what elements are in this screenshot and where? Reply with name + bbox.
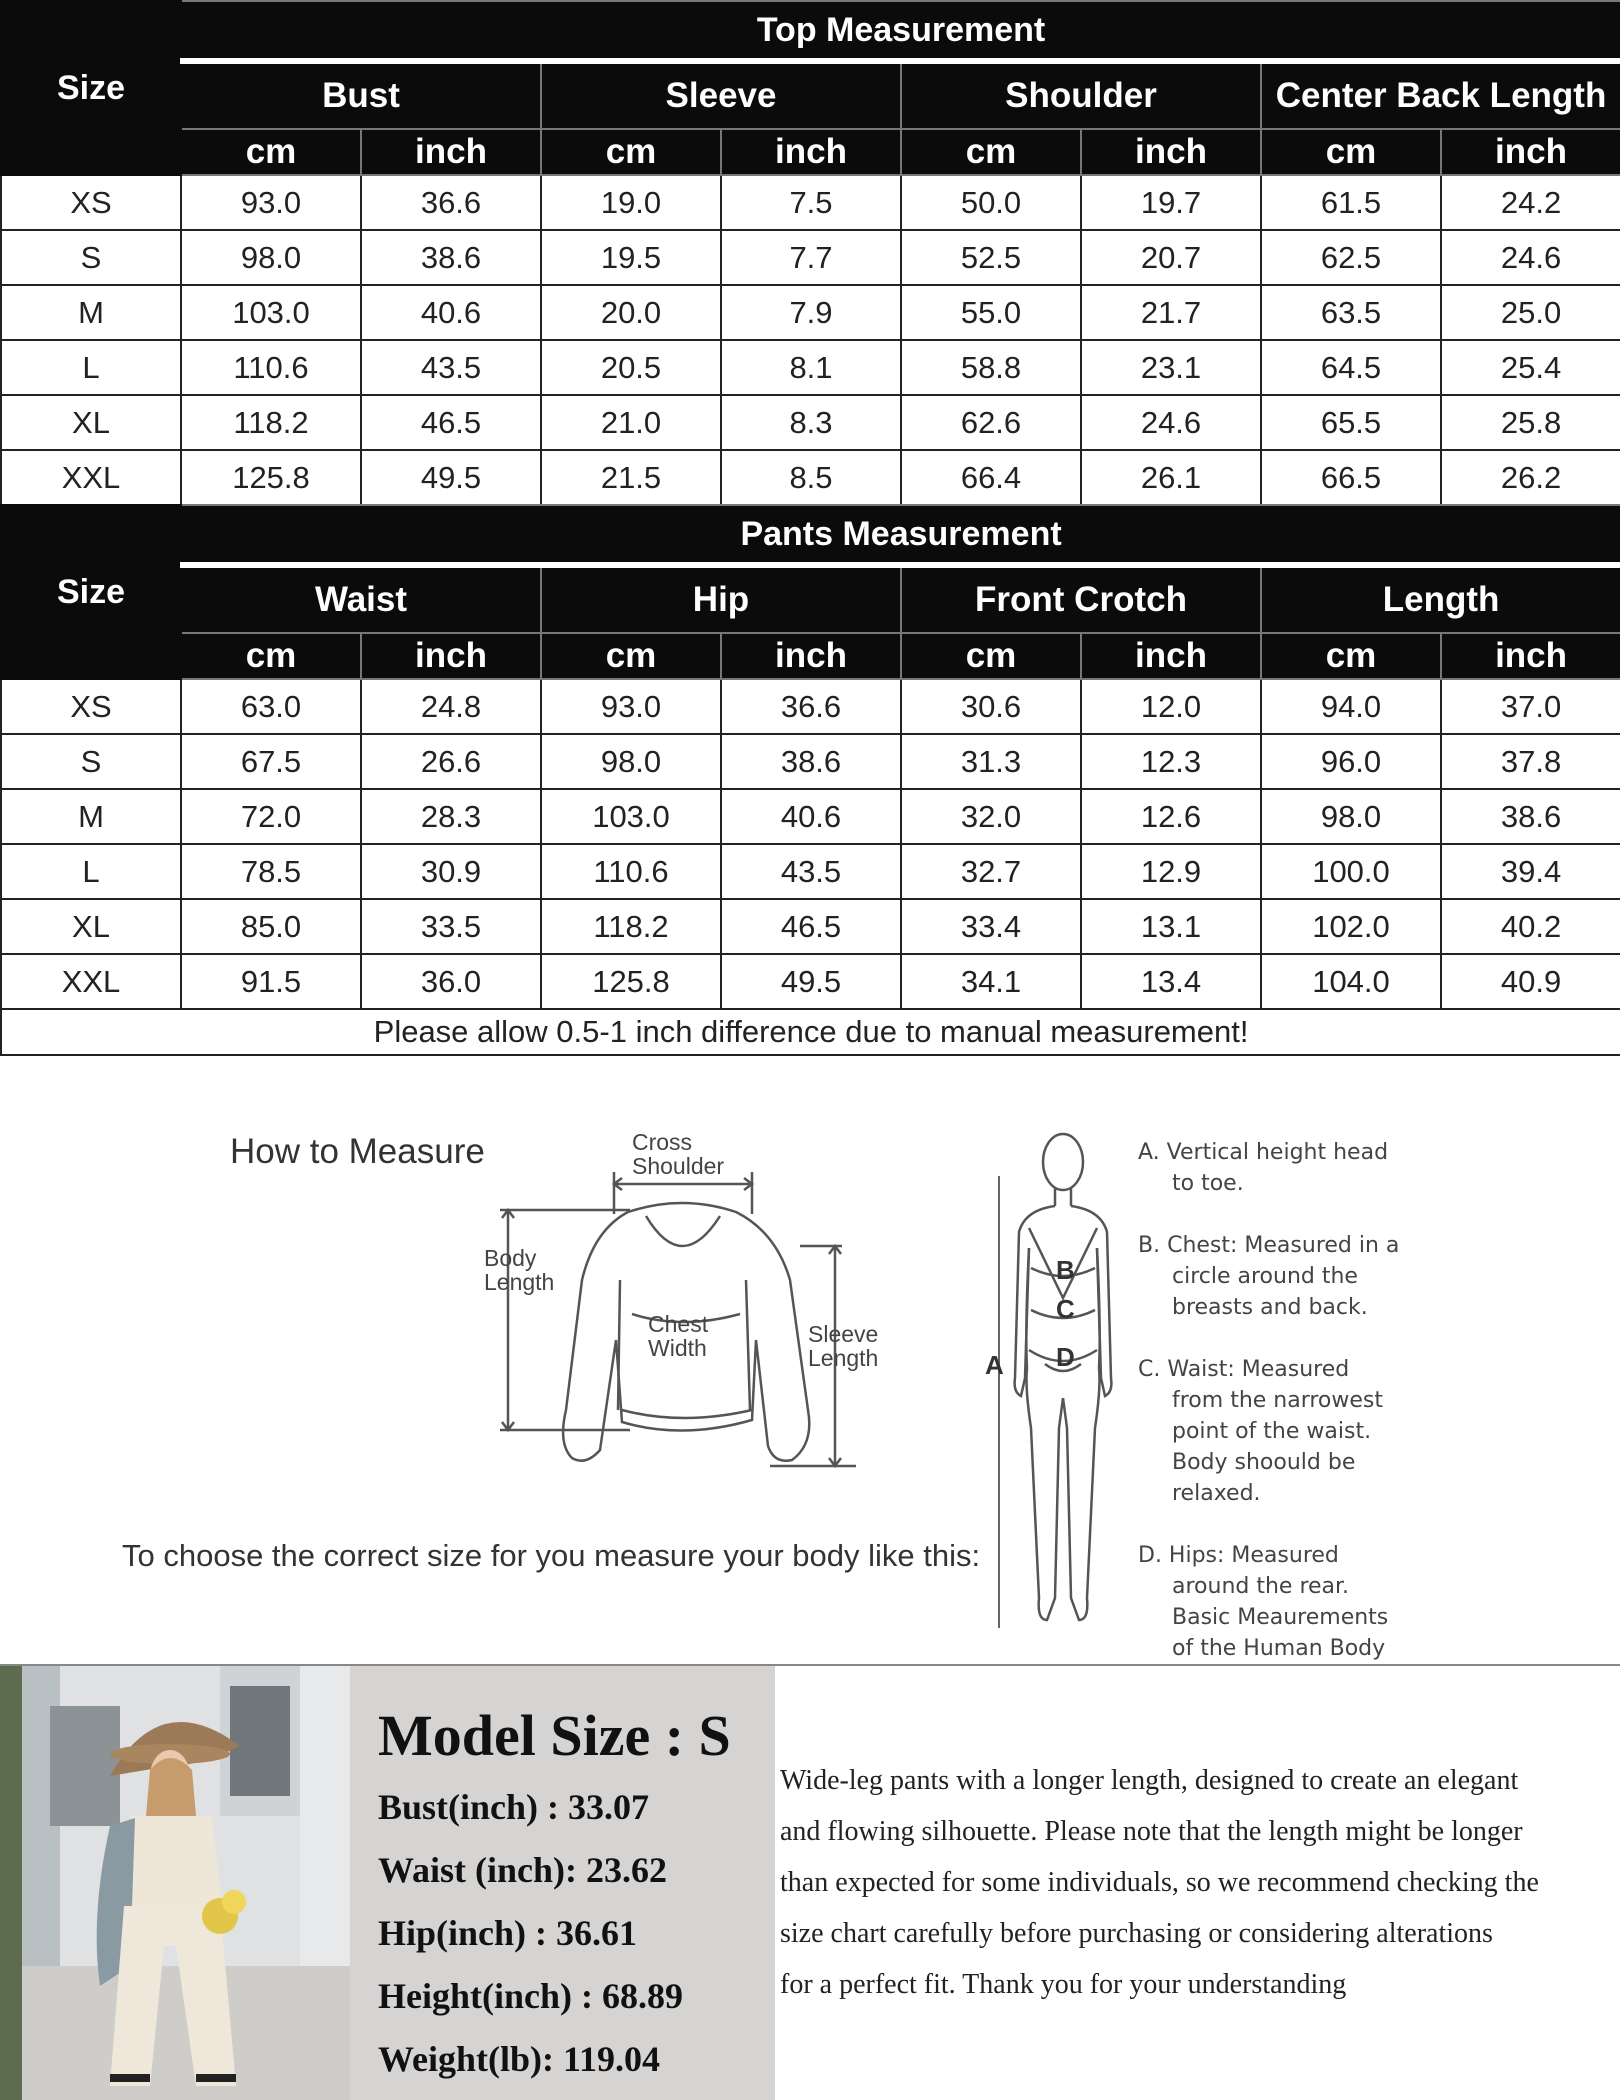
measurement-cell: 43.5 [361,340,541,395]
letter-b: B [1056,1255,1075,1285]
size-cell: S [1,230,181,285]
model-photo [0,1666,350,2100]
size-cell: XS [1,175,181,230]
measurement-cell: 38.6 [361,230,541,285]
measurement-cell: 103.0 [181,285,361,340]
measurement-cell: 20.7 [1081,230,1261,285]
measurement-cell: 63.5 [1261,285,1441,340]
model-size-title: Model Size : S [378,1703,731,1768]
measurement-cell: 43.5 [721,844,901,899]
model-weight: Weight(lb): 119.04 [378,2039,661,2079]
measurement-cell: 58.8 [901,340,1081,395]
measurement-cell: 110.6 [181,340,361,395]
model-bust: Bust(inch) : 33.07 [378,1787,650,1827]
unit-header-cm: cm [181,633,361,679]
measurement-cell: 24.8 [361,679,541,734]
column-group-header: Front Crotch [901,565,1261,633]
measurement-cell: 26.1 [1081,450,1261,505]
unit-header-cm: cm [541,633,721,679]
table-row [1,175,1620,230]
measurement-cell: 40.2 [1441,899,1620,954]
measurement-cell: 37.0 [1441,679,1620,734]
unit-header-inch: inch [1081,129,1261,175]
model-height: Height(inch) : 68.89 [378,1976,683,2016]
measurement-cell: 55.0 [901,285,1081,340]
table-row [1,899,1620,954]
measurement-cell: 28.3 [361,789,541,844]
measurement-cell: 7.5 [721,175,901,230]
table-row [1,734,1620,789]
measurement-cell: 49.5 [361,450,541,505]
measurement-cell: 100.0 [1261,844,1441,899]
size-cell: L [1,340,181,395]
measurement-cell: 63.0 [181,679,361,734]
column-group-header: Shoulder [901,61,1261,129]
product-description: Wide-leg pants with a longer length, designed to create an elegant and flowing silhouette. Please note that the length might be longer than expected for some individuals, so we recommend checking the size chart carefully before purchasing or considering alterations for a perfect fit. Thank you for your understanding [780,1765,1539,2000]
measurement-cell: 8.3 [721,395,901,450]
measurement-cell: 125.8 [541,954,721,1009]
measurement-cell: 98.0 [541,734,721,789]
column-group-header: Length [1261,565,1620,633]
sleeve-length-label: Sleeve Length [808,1321,879,1371]
unit-header-cm: cm [1261,129,1441,175]
measurement-cell: 91.5 [181,954,361,1009]
measurement-cell: 50.0 [901,175,1081,230]
measurement-cell: 64.5 [1261,340,1441,395]
measurement-cell: 96.0 [1261,734,1441,789]
measurement-cell: 24.6 [1441,230,1620,285]
table-row [1,340,1620,395]
step-c: C. Waist: Measured from the narrowest point of the waist. Body shoould be relaxed. [1138,1357,1384,1506]
body-figure-diagram [985,1128,1135,1638]
measurement-cell: 24.2 [1441,175,1620,230]
size-cell: XXL [1,450,181,505]
table-row [1,844,1620,899]
size-header: Size [1,1,181,175]
unit-header-inch: inch [721,633,901,679]
unit-header-cm: cm [541,129,721,175]
measurement-cell: 12.9 [1081,844,1261,899]
measurement-cell: 46.5 [361,395,541,450]
measurement-note: Please allow 0.5-1 inch difference due to manual measurement! [1,1009,1620,1055]
pants-measurement-table [0,504,1620,1056]
size-cell: M [1,789,181,844]
model-waist: Waist (inch): 23.62 [378,1850,668,1890]
measurement-cell: 61.5 [1261,175,1441,230]
measurement-cell: 66.5 [1261,450,1441,505]
table-row [1,230,1620,285]
measurement-cell: 52.5 [901,230,1081,285]
measurement-cell: 62.5 [1261,230,1441,285]
size-cell: XS [1,679,181,734]
top-table-body [1,175,1620,505]
measurement-cell: 67.5 [181,734,361,789]
measurement-cell: 93.0 [541,679,721,734]
table-row [1,395,1620,450]
measurement-cell: 103.0 [541,789,721,844]
size-cell: S [1,734,181,789]
measurement-cell: 13.1 [1081,899,1261,954]
size-cell: XXL [1,954,181,1009]
measurement-cell: 12.6 [1081,789,1261,844]
unit-header-inch: inch [721,129,901,175]
measurement-cell: 23.1 [1081,340,1261,395]
column-group-header: Waist [181,565,541,633]
measurement-cell: 33.4 [901,899,1081,954]
step-d: D. Hips: Measured around the rear. Basic Meaurements of the Human Body [1138,1543,1389,1661]
unit-header-cm: cm [901,129,1081,175]
size-cell: XL [1,899,181,954]
column-group-header: Bust [181,61,541,129]
table-row [1,954,1620,1009]
measurement-cell: 30.6 [901,679,1081,734]
measurement-cell: 19.7 [1081,175,1261,230]
measurement-cell: 38.6 [1441,789,1620,844]
column-group-header: Center Back Length [1261,61,1620,129]
cross-shoulder-label: Cross Shoulder [632,1129,725,1179]
measurement-cell: 32.0 [901,789,1081,844]
measurement-cell: 102.0 [1261,899,1441,954]
measurement-cell: 20.5 [541,340,721,395]
measurement-cell: 25.8 [1441,395,1620,450]
table-row [1,789,1620,844]
measurement-cell: 12.0 [1081,679,1261,734]
measurement-cell: 19.5 [541,230,721,285]
measurement-cell: 49.5 [721,954,901,1009]
measurement-cell: 32.7 [901,844,1081,899]
model-hip: Hip(inch) : 36.61 [378,1913,638,1953]
table-title: Pants Measurement [181,505,1620,565]
measurement-cell: 12.3 [1081,734,1261,789]
measurement-cell: 110.6 [541,844,721,899]
table-row [1,450,1620,505]
measurement-cell: 7.9 [721,285,901,340]
column-group-header: Hip [541,565,901,633]
measurement-cell: 26.6 [361,734,541,789]
unit-header-inch: inch [1441,129,1620,175]
measurement-cell: 94.0 [1261,679,1441,734]
measurement-cell: 38.6 [721,734,901,789]
measurement-cell: 26.2 [1441,450,1620,505]
measurement-cell: 72.0 [181,789,361,844]
measurement-cell: 24.6 [1081,395,1261,450]
size-cell: L [1,844,181,899]
table-row [1,285,1620,340]
measurement-cell: 98.0 [181,230,361,285]
column-group-header: Sleeve [541,61,901,129]
measurement-cell: 85.0 [181,899,361,954]
measurement-cell: 21.5 [541,450,721,505]
measurement-cell: 39.4 [1441,844,1620,899]
measurement-cell: 93.0 [181,175,361,230]
measurement-cell: 8.1 [721,340,901,395]
table-title: Top Measurement [181,1,1620,61]
measurement-cell: 37.8 [1441,734,1620,789]
measurement-steps [1138,1137,1458,1695]
measurement-cell: 7.7 [721,230,901,285]
table-row [1,679,1620,734]
measurement-cell: 21.7 [1081,285,1261,340]
unit-header-inch: inch [1441,633,1620,679]
letter-d: D [1056,1342,1075,1372]
unit-header-inch: inch [1081,633,1261,679]
step-a: A. Vertical height head to toe. [1138,1140,1389,1196]
measurement-cell: 36.0 [361,954,541,1009]
measurement-cell: 31.3 [901,734,1081,789]
unit-header-inch: inch [361,129,541,175]
measurement-cell: 8.5 [721,450,901,505]
measurement-cell: 34.1 [901,954,1081,1009]
measurement-cell: 36.6 [361,175,541,230]
measurement-cell: 65.5 [1261,395,1441,450]
letter-a: A [985,1350,1004,1380]
measurement-cell: 33.5 [361,899,541,954]
measurement-cell: 20.0 [541,285,721,340]
letter-c: C [1056,1294,1075,1324]
unit-header-cm: cm [1261,633,1441,679]
measurement-cell: 104.0 [1261,954,1441,1009]
measure-instruction: To choose the correct size for you measure your body like this: [122,1538,981,1573]
unit-header-inch: inch [361,633,541,679]
measurement-cell: 62.6 [901,395,1081,450]
measurement-cell: 36.6 [721,679,901,734]
measurement-cell: 118.2 [181,395,361,450]
body-length-label: Body Length [484,1245,555,1295]
size-cell: M [1,285,181,340]
measurement-cell: 40.6 [721,789,901,844]
size-header: Size [1,505,181,679]
measurement-cell: 13.4 [1081,954,1261,1009]
measurement-cell: 25.4 [1441,340,1620,395]
how-to-measure-title: How to Measure [230,1132,485,1171]
measurement-cell: 125.8 [181,450,361,505]
measurement-cell: 78.5 [181,844,361,899]
measurement-cell: 66.4 [901,450,1081,505]
chest-width-label: Chest Width [648,1311,709,1361]
unit-header-cm: cm [181,129,361,175]
pants-table-body [1,679,1620,1009]
measurement-cell: 21.0 [541,395,721,450]
measurement-cell: 40.6 [361,285,541,340]
top-measurement-table [0,0,1620,506]
step-b: B. Chest: Measured in a circle around the breasts and back. [1138,1233,1400,1320]
measurement-cell: 25.0 [1441,285,1620,340]
model-size-panel [350,1666,775,2100]
unit-header-cm: cm [901,633,1081,679]
measurement-cell: 30.9 [361,844,541,899]
size-cell: XL [1,395,181,450]
measurement-cell: 40.9 [1441,954,1620,1009]
measurement-cell: 46.5 [721,899,901,954]
measurement-cell: 118.2 [541,899,721,954]
measurement-cell: 98.0 [1261,789,1441,844]
measurement-cell: 19.0 [541,175,721,230]
